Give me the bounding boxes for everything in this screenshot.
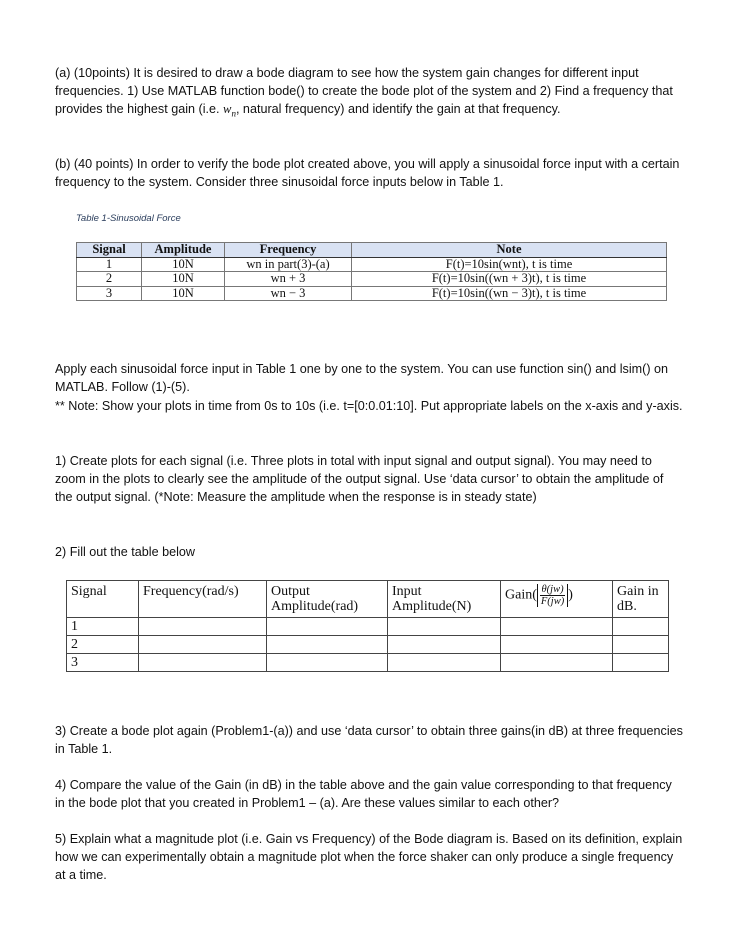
table-row	[67, 654, 669, 672]
t2-gain-cell[interactable]	[501, 618, 613, 636]
part-a-paragraph	[55, 64, 685, 123]
t1-note: F(t)=10sin((wn + 3)t), t is time	[352, 272, 667, 287]
table-row	[67, 636, 669, 654]
t2-header-gain-db: Gain in dB.	[613, 581, 669, 618]
t2-input-cell[interactable]	[388, 618, 501, 636]
gain-ratio-abs	[537, 584, 568, 607]
sinusoidal-force-table	[76, 242, 667, 301]
step-1: 1) Create plots for each signal (i.e. Three plots in total with input signal and output signal). You may need to zoom in the plots to clearly see the amplitude of the output signal. Use ‘data cursor’ to obtain the amplitude of the output signal. (*Note: Measure the amplitude when the response is in steady state)	[55, 454, 664, 504]
table-row	[77, 257, 667, 272]
time-note: ** Note: Show your plots in time from 0s to 10s (i.e. t=[0:0.01:10]. Put appropriate labels on the x-axis and y-axis.	[55, 399, 683, 413]
t1-header-note: Note	[352, 243, 667, 258]
t1-signal: 1	[77, 257, 142, 272]
t2-output-cell[interactable]	[267, 636, 388, 654]
t1-amplitude: 10N	[142, 272, 225, 287]
t1-frequency: wn in part(3)-(a)	[225, 257, 352, 272]
t2-header-input: Input Amplitude(N)	[388, 581, 501, 618]
part-a-text: (a) (10points) It is desired to draw a bode diagram to see how the system gain changes for different input frequencies. 1) Use MATLAB function bode() to create the bode plot of the system and 2) Find a frequency that provides the highest gain (i.e. $w_n$, natural frequency) and identify the gain at that frequency.	[55, 66, 673, 119]
t2-output-cell[interactable]	[267, 618, 388, 636]
table1-caption: Table 1-Sinusoidal Force	[76, 213, 181, 224]
t2-signal: 3	[67, 654, 139, 672]
t1-frequency: wn + 3	[225, 272, 352, 287]
gain-fraction	[540, 584, 565, 607]
step-4: 4) Compare the value of the Gain (in dB) in the table above and the gain value corresponding to that frequency in the bode plot that you created in Problem1 – (a). Are these values similar to each other?	[55, 778, 672, 810]
table-row	[77, 272, 667, 287]
t1-note: F(t)=10sin((wn − 3)t), t is time	[352, 286, 667, 301]
t2-input-cell[interactable]	[388, 654, 501, 672]
step-2: 2) Fill out the table below	[55, 545, 196, 559]
apply-instruction: Apply each sinusoidal force input in Table 1 one by one to the system. You can use function sin() and lsim() on MATLAB. Follow (1)-(5).	[55, 362, 669, 394]
t1-frequency: wn − 3	[225, 286, 352, 301]
t2-output-cell[interactable]	[267, 654, 388, 672]
table-row	[67, 618, 669, 636]
t1-signal: 2	[77, 272, 142, 287]
gain-numerator: θ(jw)	[541, 584, 564, 595]
t1-header-signal: Signal	[77, 243, 142, 258]
t1-signal: 3	[77, 286, 142, 301]
t1-header-frequency: Frequency	[225, 243, 352, 258]
t1-amplitude: 10N	[142, 286, 225, 301]
t1-note: F(t)=10sin(wnt), t is time	[352, 257, 667, 272]
t2-gain-db-cell[interactable]	[613, 618, 669, 636]
step-3: 3) Create a bode plot again (Problem1-(a)) and use ‘data cursor’ to obtain three gains(in dB) at three frequencies in Table 1.	[55, 724, 683, 756]
table-row	[77, 286, 667, 301]
gain-denominator: F(jw)	[540, 596, 565, 607]
t2-signal: 2	[67, 636, 139, 654]
t2-gain-cell[interactable]	[501, 654, 613, 672]
part-b-paragraph: (b) (40 points) In order to verify the bode plot created above, you will apply a sinusoidal force input with a certain frequency to the system. Consider three sinusoidal force inputs below in Table 1.	[55, 157, 680, 189]
t2-gain-db-cell[interactable]	[613, 654, 669, 672]
t2-gain-cell[interactable]	[501, 636, 613, 654]
t1-amplitude: 10N	[142, 257, 225, 272]
gain-suffix: )	[568, 587, 573, 603]
t2-frequency-cell[interactable]	[139, 618, 267, 636]
gain-prefix: Gain(	[505, 587, 537, 603]
t2-header-signal: Signal	[67, 581, 139, 618]
t2-header-gain-ratio	[501, 581, 613, 618]
t2-input-cell[interactable]	[388, 636, 501, 654]
t2-frequency-cell[interactable]	[139, 636, 267, 654]
step-5: 5) Explain what a magnitude plot (i.e. Gain vs Frequency) of the Bode diagram is. Based on its definition, explain how we can experimentally obtain a magnitude plot when the force shaker can only produce a single frequency at a time.	[55, 832, 683, 882]
t2-gain-db-cell[interactable]	[613, 636, 669, 654]
t2-frequency-cell[interactable]	[139, 654, 267, 672]
t2-header-output: Output Amplitude(rad)	[267, 581, 388, 618]
results-table	[66, 580, 669, 672]
t2-signal: 1	[67, 618, 139, 636]
t1-header-amplitude: Amplitude	[142, 243, 225, 258]
t2-header-frequency: Frequency(rad/s)	[139, 581, 267, 618]
